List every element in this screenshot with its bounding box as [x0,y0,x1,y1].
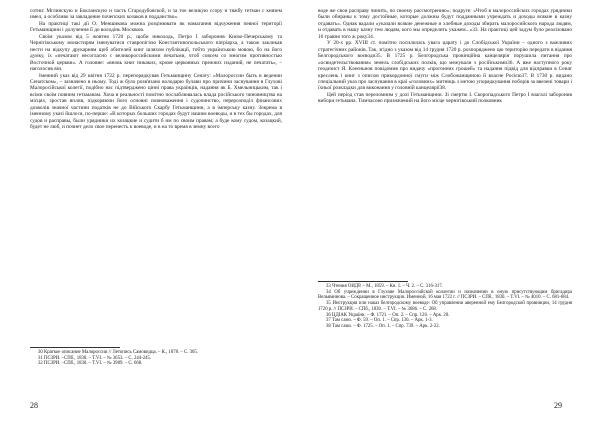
footnote: 34 Об учреждении в Глухове Малороссийской коллегии и назначении в оную присутствующим бригадира Вельяминова. – Сокращенное инструкции. Именной, 16 мая 1722 г. // ПСЗРИ. – СПб., 1830. – Т.VI. – № 4010. – С. 681-684. [318,289,572,301]
left-paragraph-1: сотни: Мглинскую и Бокланскую и часть Стародубовской, и за тое великую ссору и тяжбу гетман с князем имел, а особливо за завладение почепских козаков в подданство». [30,8,282,21]
footnote: 35 Инструкция или наказ белгородскому воеводе: Об управлении аверенной ему Белгородской провинции, 14 грудня 1720 р. // ПСЗРИ. – СПб., 1830. – Т.VI. – № 3686. – С. 268. [318,301,572,312]
footnote: 36 ЦДІАК України. – Ф. 1721. – Оп. 2. – Спр. 126. – Арк. 20. [326,312,450,318]
left-page [30,8,282,367]
left-page-body [30,8,282,344]
footnote-divider [318,281,408,282]
left-paragraph-4: Іменний указ від 29 квітня 1722 р. перепорядкував Гетьманщину Сенату: «Малороссии быть в ведении Сенатском», – зазначено в ньому. Тоді ж було розв'язано володарю булави про причини заснування в Глухові Малоросійської колегії, подібно нас підтверджено цінні права українців, надання як Б. Хмельницьким, так і всіми своїм повним гетьманам. Хоча в реальності помітно послаблювалась влада російського чиновництва на місцях, зростав вплив, підкоряючи його основні повноваження і судочинство, перерозподіл фінансових дозволів значної частини податків не до Війського Скарбу Гетьманщини, а в імперську казну. Зокрема в іменному указі йшлося, по-перше: «В которых больших городах будут нашим воеводы, и в тех бы городах, для судов и расправы, были урядники их козацкие и судити б им по своим правам; а буде кому судом, козацкий, будет не люб, и почнет дело свое перенесть к воеводе, и в на то время в земну всего [30,72,282,131]
left-footnotes [30,350,282,367]
left-paragraph-3: Своїм указом від 5 жовтня 1720 р., щоби никоходь, Петро І заборонив Києво-Печерському та Чернігівському монастирям іменуватися ставропігією Константинопольського патріарха, а також закликав нести на відкупу друкарням щоб обителей книг шляхом публікації, тобто українською мовою, бо на його думку, їх «печатают несогласно с великороссийскими печатьми, чтоб совсем со многим противностью Восточной церкви». А головне: «вновь книг никаких, кроме церковных прежних изданий, не печатать», – наголосив він. [30,33,282,73]
right-paragraph-1: воде же свои расправу чинить, по своему рассмотрению»; подруге: «Чтоб в малороссийских городах урядники были обираны к тому достойные, которые должны будут подданными учреждать и доходы всякие в казну отдавать». Однак вадали «указали всякие денежные и хлебные доходы збирать малоросийского народа людям, и отдавать в нашу казну тем людям, кого мы определить укажем...»33. На практиці цей задум було реалізовано 16 травня того ж року34. [318,8,572,40]
footnote: 30 Краткое описание Малороссии // Летопись Самовидца. – К., 1878. – С. 305. [38,350,199,355]
left-page-number: 28 [30,401,38,410]
footnote: 32 ПСЗРИ. –СПб., 1830. – Т.VI. – № 3989. – С. 668. [38,361,143,367]
right-footnotes [318,284,572,330]
right-page [318,8,572,330]
left-paragraph-2: На практиці такі дії О. Меншикова можна розцінювати як намагання відчуження певної території Гетьманщини і долучення її до володінь Москвою. [30,20,282,34]
right-paragraph-3: Цей період став переломним у долі Гетьманщини. Зі смертю І. Скоропадського Петро І взагалі заборонив вибори гетьмана. Тимчасово призначений на його місце чернігівський полковник [318,91,572,105]
footnote: 38 Там само. – Ф. 1725. – Оп. 1. – Спр. 739. – Арк. 2-22. [326,323,440,329]
footnote: 31 ПСЗРИ. –СПб., 1830. – Т.VI. – № 3653. – С. 244-245. [38,355,152,361]
right-paragraph-2: У 20-х pp. XVIII ст. помітно посилилась увага царату і до Слобідської України – одного з важливих стратегічних районів. Так, згідно з указом від 14 грудня 1720 р. розпоряджено цю територію передати в відання Белгородського воєводи35. В 1725 р. Белгородська провінційна канцелярія порушила питання про «освидетельствования» земель слобідських полків, що межували з російськими36. А вже наступного року геодезист Я. Клеєньнов повідомив про видачу «прогонних грошей» та надання підвід для відправки в Сенат креслень і книг з описом прикордонної смуги між Слобожанщиною й власне Росією37. В 1730 р. видано спеціальний указ про заснування в краї «головних» митниць з метою упорядкування поборів за ввезені товари і їхньої розкладки для виконання у головній канцелярії38. [318,40,572,92]
right-page-body [318,8,572,278]
footnote-divider [30,347,120,348]
right-page-number: 29 [554,401,562,410]
footnote: 33 Чтения ОИДР. – М., 1859. – Кн. 1. – Ч. 2. – С. 316-317. [326,284,443,289]
footnote: 37 Там само. – Ф. 59. – Оп. 1. – Спр. 130. – Арк. 1-3. [326,318,433,324]
